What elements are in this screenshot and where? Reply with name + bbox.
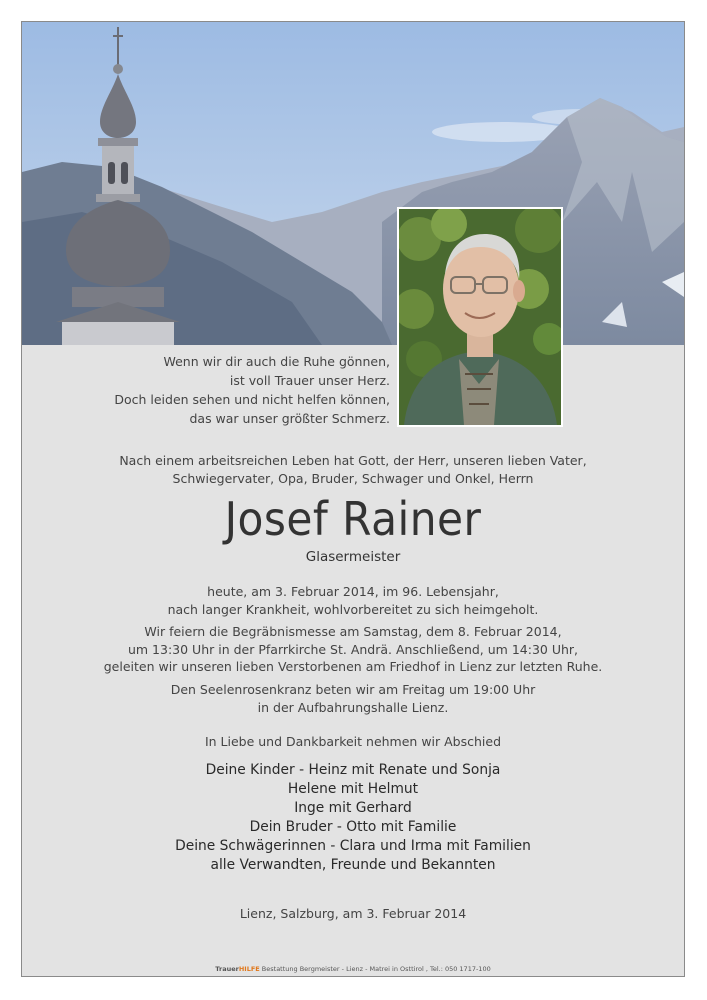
poem-line: Doch leiden sehen und nicht helfen können, <box>114 392 390 407</box>
portrait-photo <box>397 207 563 427</box>
funeral-line: um 13:30 Uhr in der Pfarrkirche St. Andrä. Anschließend, um 14:30 Uhr, <box>127 641 579 657</box>
death-notice-line: nach langer Krankheit, wohlvorbereitet zu sich heimgeholt. <box>167 601 539 617</box>
poem-verse <box>82 352 390 428</box>
mourner-line: alle Verwandten, Freunde und Bekannten <box>210 857 496 873</box>
footer-brand-part-2: HILFE <box>238 965 260 973</box>
mourner-line: Deine Schwägerinnen - Clara und Irma mit Familien <box>175 838 531 854</box>
death-notice-line: heute, am 3. Februar 2014, im 96. Lebensjahr, <box>207 584 499 599</box>
obituary-card <box>21 21 685 977</box>
funeral-details <box>22 623 684 676</box>
intro-line: Schwiegervater, Opa, Bruder, Schwager und Onkel, Herrn <box>172 470 534 486</box>
rosary-line: Den Seelenrosenkranz beten wir am Freitag um 19:00 Uhr <box>170 682 536 697</box>
funeral-line: Wir feiern die Begräbnismesse am Samstag, dem 8. Februar 2014, <box>144 624 562 639</box>
deceased-name: Josef Rainer <box>224 492 482 546</box>
funeral-line: geleiten wir unseren lieben Verstorbenen am Friedhof in Lienz zur letzten Ruhe. <box>103 659 603 674</box>
mourner-line: Helene mit Helmut <box>287 781 419 797</box>
mourner-line: Deine Kinder - Heinz mit Renate und Sonja <box>205 762 501 778</box>
place-and-date: Lienz, Salzburg, am 3. Februar 2014 <box>239 906 467 921</box>
death-notice <box>22 583 684 618</box>
rosary-line: in der Aufbahrungshalle Lienz. <box>257 699 449 715</box>
intro-line: Nach einem arbeitsreichen Leben hat Gott, der Herr, unseren lieben Vater, <box>119 453 587 468</box>
poem-line: Wenn wir dir auch die Ruhe gönnen, <box>163 354 390 369</box>
mourner-line: Dein Bruder - Otto mit Familie <box>249 819 457 835</box>
farewell-text: In Liebe und Dankbarkeit nehmen wir Abschied <box>204 734 502 749</box>
footer-brand-part-1: Trauer <box>215 965 239 973</box>
banner-landscape-image <box>22 22 684 345</box>
mourners-list <box>22 761 684 875</box>
deceased-profession: Glasermeister <box>305 549 401 565</box>
funeral-home-footer <box>22 965 684 973</box>
mourner-line: Inge mit Gerhard <box>294 800 412 816</box>
poem-line: ist voll Trauer unser Herz. <box>229 373 390 388</box>
intro-text <box>22 452 684 487</box>
rosary-details <box>22 681 684 716</box>
poem-line: das war unser größter Schmerz. <box>189 411 390 426</box>
footer-contact-text: Bestattung Bergmeister - Lienz - Matrei in Osttirol , Tel.: 050 1717-100 <box>259 965 491 973</box>
